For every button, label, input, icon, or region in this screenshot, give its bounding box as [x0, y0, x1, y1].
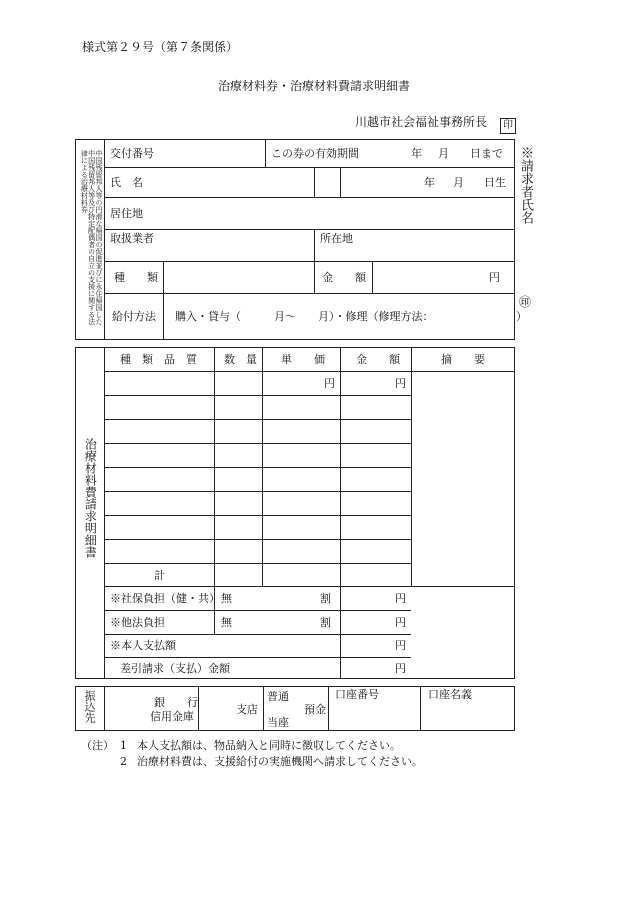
insurance-mu: 無 — [221, 592, 232, 605]
form-number: 様式第２９号（第７条関係） — [82, 40, 239, 54]
valid-period-label: この券の有効期間 — [271, 147, 359, 160]
account-name-label: 口座名義 — [428, 688, 472, 701]
branch-label: 支店 — [236, 703, 258, 716]
bank-side-label: 振込先 — [83, 690, 97, 723]
amount-yen: 円 — [395, 377, 406, 390]
other-burden-wari: 割 — [320, 616, 331, 629]
touza-label: 当座 — [267, 716, 289, 729]
claimant-label: ※請求者氏名 — [518, 146, 533, 224]
location-label: 所在地 — [320, 232, 353, 245]
residence-label: 居住地 — [110, 207, 143, 220]
credit-label: 信用金庫 — [150, 710, 194, 723]
bank-label: 銀 行 — [154, 696, 198, 709]
self-pay-label: ※本人支払額 — [110, 639, 176, 652]
amount-label: 金 額 — [322, 271, 366, 284]
birth-day-label: 日生 — [484, 176, 506, 189]
yokin-label: 預金 — [304, 703, 326, 716]
insurance-wari: 割 — [320, 592, 331, 605]
col-type: 種 類 品 質 — [120, 353, 197, 366]
note-1: 本人支払額は、物品納入と同時に徴収してください。 — [137, 739, 401, 752]
diff-claim-yen: 円 — [395, 662, 406, 675]
claimant-seal: ㊞ — [519, 295, 532, 309]
statement-section — [75, 347, 515, 679]
other-burden-mu: 無 — [221, 616, 232, 629]
birth-month-label: 月 — [453, 176, 464, 189]
other-burden-label: ※他法負担 — [110, 616, 165, 629]
note-2: 治療材料費は、支援給付の実施機関へ請求してください。 — [137, 755, 423, 768]
other-burden-yen: 円 — [395, 616, 406, 629]
issue-no-label: 交付番号 — [110, 147, 154, 160]
note-2-number: 2 — [120, 755, 127, 768]
type-label: 種 類 — [114, 271, 158, 284]
handler-label: 取扱業者 — [110, 232, 154, 245]
price-yen: 円 — [324, 377, 335, 390]
total-label: 計 — [154, 569, 165, 582]
valid-month-label: 月 — [438, 147, 449, 160]
method-options: 購入・貸与（ 月～ 月）・修理（修理方法： ） — [175, 310, 527, 323]
col-amount: 金 額 — [356, 353, 400, 366]
insurance-yen: 円 — [395, 592, 406, 605]
self-pay-yen: 円 — [395, 639, 406, 652]
valid-year-label: 年 — [411, 147, 422, 160]
account-no-label: 口座番号 — [335, 688, 379, 701]
insurance-label: ※社保負担（健・共） — [110, 592, 220, 605]
coupon-side-label: 中国残留邦人等の円滑な帰国の促進並びに永住帰国した中国残留邦人等及び特定配偶者の自立の支援に関する法律による治療材料券 — [80, 150, 103, 325]
amount-yen: 円 — [489, 271, 500, 284]
birth-year-label: 年 — [424, 176, 435, 189]
col-qty: 数 量 — [224, 353, 257, 366]
issuer-seal: 印 — [500, 113, 516, 134]
col-price: 単 価 — [281, 353, 325, 366]
statement-side-label: 治療材料費請求明細書 — [83, 438, 98, 558]
page-title: 治療材料券・治療材料費請求明細書 — [218, 79, 411, 93]
name-label: 氏 名 — [110, 176, 143, 189]
method-label: 給付方法 — [112, 310, 156, 323]
diff-claim-label: 差引請求（支払）金額 — [120, 662, 230, 675]
col-remarks: 摘 要 — [441, 353, 485, 366]
notes-label: （注） — [81, 739, 114, 752]
futsu-label: 普通 — [267, 690, 289, 703]
issuer: 川越市社会福祉事務所長 — [355, 115, 488, 129]
valid-until-label: 日まで — [470, 147, 503, 160]
note-1-number: 1 — [120, 739, 127, 752]
